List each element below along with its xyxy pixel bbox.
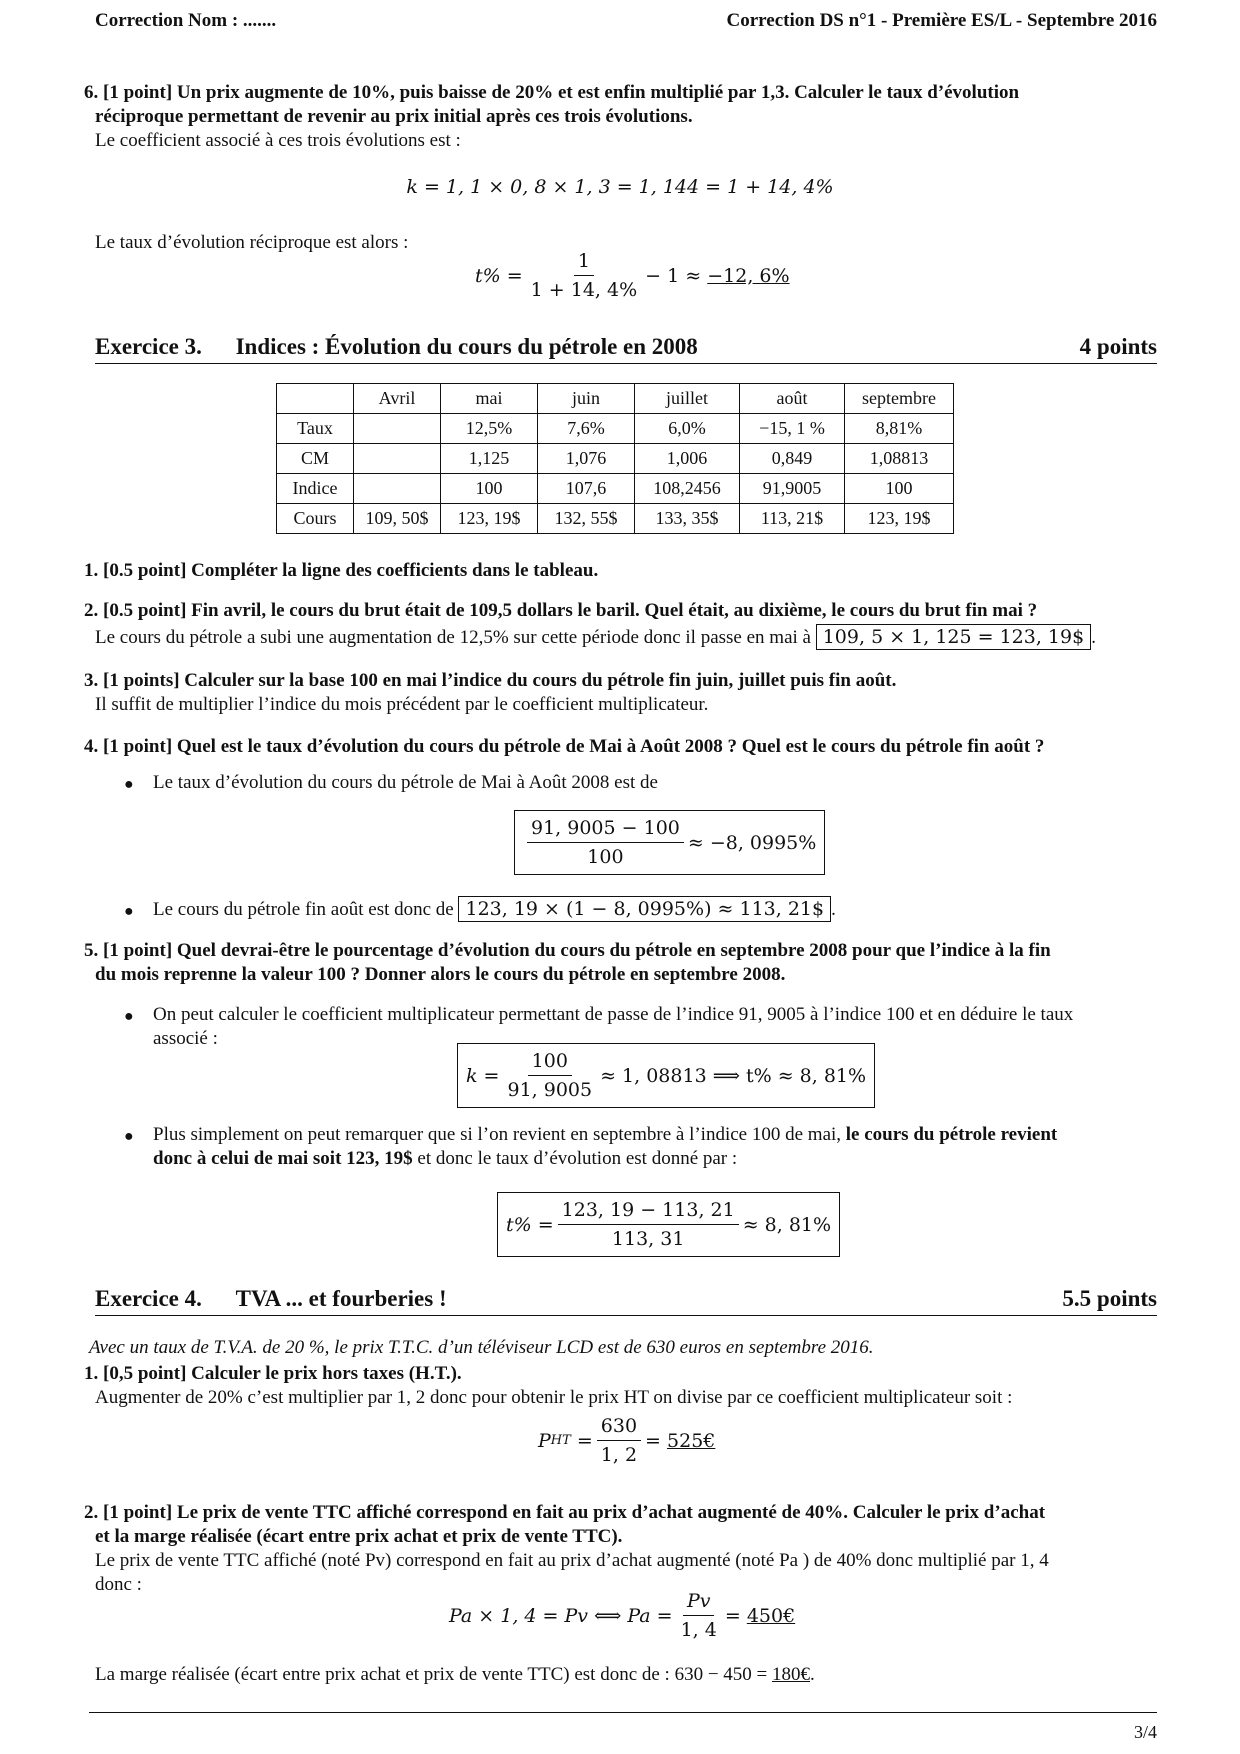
ex3-a4-fraction [527, 817, 684, 868]
table-cell: 6,0% [635, 414, 740, 444]
q6-f2-num: 1 [574, 250, 594, 276]
ex4-a2-3-text: La marge réalisée (écart entre prix achat et prix de vente TTC) est donc de : 630 − 450 = [95, 1664, 768, 1685]
table-cell [354, 444, 441, 474]
table-cell: 1,076 [538, 444, 635, 474]
table-cell: 0,849 [740, 444, 845, 474]
ex4-f2-fraction [677, 1590, 721, 1641]
table-cell: mai [441, 384, 538, 414]
ex3-a5-formula2-box [497, 1192, 840, 1257]
ex3-a4-num: 91, 9005 − 100 [527, 817, 684, 843]
table-cell: 107,6 [538, 474, 635, 504]
ex3-q4: 4. [1 point] Quel est le taux d’évolution du cours du pétrole de Mai à Août 2008 ? Quel est le cours du pétrole fin août ? [84, 736, 1045, 757]
ex4-intro: Avec un taux de T.V.A. de 20 %, le prix T.T.C. d’un téléviseur LCD est de 630 euros en septembre 2016. [89, 1337, 874, 1358]
ex4-f1-sub: HT [550, 1433, 571, 1448]
q6-formula2 [475, 250, 790, 301]
table-cell: 133, 35$ [635, 504, 740, 534]
ex3-a5-f2-den: 113, 31 [611, 1228, 685, 1250]
ex4-label: Exercice 4. [95, 1286, 202, 1311]
ex3-heading [95, 334, 1157, 364]
table-cell: 1,125 [441, 444, 538, 474]
table-cell: juillet [635, 384, 740, 414]
ex3-a5-b1-1: On peut calculer le coefficient multiplicateur permettant de passe de l’indice 91, 9005 à l’indice 100 et en déduire le taux [153, 1004, 1074, 1025]
q6-text2: Le taux d’évolution réciproque est alors : [95, 232, 409, 253]
ex4-f1-fraction [597, 1415, 641, 1466]
ex3-title: Indices : Évolution du cours du pétrole en 2008 [235, 334, 698, 359]
table-cell: 100 [845, 474, 954, 504]
q6-question-2: réciproque permettant de revenir au prix initial après ces trois évolutions. [95, 106, 693, 127]
petrole-table [276, 383, 954, 534]
ex3-a4-formula-box [514, 810, 825, 875]
table-cell: 132, 55$ [538, 504, 635, 534]
ex4-f1-res: 525€ [667, 1429, 716, 1452]
table-cell: 123, 19$ [441, 504, 538, 534]
table-cell: 91,9005 [740, 474, 845, 504]
ex4-heading [95, 1286, 1157, 1316]
ex4-f2-num: Pv [683, 1590, 715, 1616]
ex3-a5-f2-lhs: t% = [506, 1213, 554, 1236]
header-right: Correction DS n°1 - Première ES/L - Septembre 2016 [726, 10, 1157, 31]
ex3-a5-b2-1b: le cours du pétrole revient [845, 1124, 1058, 1145]
ex4-points: 5.5 points [1062, 1286, 1157, 1311]
ex3-a5-f2-rest: ≈ 8, 81% [742, 1213, 832, 1236]
table-cell: 100 [441, 474, 538, 504]
table-cell: 12,5% [441, 414, 538, 444]
q6-question-1: 6. [1 point] Un prix augmente de 10%, puis baisse de 20% et est enfin multiplié par 1,3. Calculer le taux d’évolution [84, 82, 1020, 103]
ex4-a2-3 [95, 1662, 815, 1687]
ex3-a2-end: . [1091, 627, 1096, 648]
table-header-row [277, 384, 954, 414]
ex3-a5-f1-num: 100 [528, 1050, 572, 1076]
ex3-a5-f2-num: 123, 19 − 113, 21 [558, 1199, 739, 1225]
table-cell: Avril [354, 384, 441, 414]
table-cell: 1,08813 [845, 444, 954, 474]
ex4-f1: P HT = $\frac{630}{1, 2}$ = 525€ [538, 1415, 716, 1466]
table-cell: septembre [845, 384, 954, 414]
table-cell: CM [277, 444, 354, 474]
ex3-a5-b2-1 [153, 1122, 1057, 1147]
ex3-a4-den: 100 [587, 846, 624, 868]
bullet-icon: ● [124, 903, 134, 920]
ex4-f1-eq: = [576, 1429, 593, 1452]
table-row [277, 504, 954, 534]
page-number: 3/4 [1133, 1722, 1157, 1742]
table-cell: −15, 1 % [740, 414, 845, 444]
ex3-a4-end: . [831, 899, 836, 920]
table-cell: 1,006 [635, 444, 740, 474]
ex4-f2: Pa × 1, 4 = Pv ⟺ Pa = $\frac{Pv}{1, 4}$ = 450€ [449, 1590, 796, 1641]
bullet-icon: ● [124, 776, 134, 793]
ex3-a4-res: ≈ −8, 0995% [687, 831, 817, 854]
table-cell: Indice [277, 474, 354, 504]
ex4-title: TVA ... et fourberies ! [235, 1286, 447, 1311]
table-cell: août [740, 384, 845, 414]
q6-f2-lhs: t% = [475, 264, 523, 287]
q6-f2-fraction [527, 250, 642, 301]
table-cell: juin [538, 384, 635, 414]
table-cell [354, 474, 441, 504]
ex3-a5-b2-2 [153, 1146, 737, 1171]
table-cell: Cours [277, 504, 354, 534]
table-row [277, 444, 954, 474]
q6-f2-rest: − 1 ≈ [645, 264, 702, 287]
ex3-a4-b2 [153, 897, 836, 922]
ex4-a2-end: . [810, 1664, 815, 1685]
ex3-a2 [95, 625, 1096, 650]
ex3-a5-b2-1a: Plus simplement on peut remarquer que si l’on revient en septembre à l’indice 100 de mai, [153, 1124, 842, 1145]
q6-f2-den: 1 + 14, 4% [530, 279, 638, 301]
q6-formula1: k = 1, 1 × 0, 8 × 1, 3 = 1, 144 = 1 + 14, 4% [406, 176, 834, 198]
table-cell [277, 384, 354, 414]
bullet-icon: ● [124, 1008, 134, 1025]
ex3-q3: 3. [1 points] Calculer sur la base 100 en mai l’indice du cours du pétrole fin juin, juillet puis fin août. [84, 670, 897, 691]
ex4-a1: Augmenter de 20% c’est multiplier par 1, 2 donc pour obtenir le prix HT on divise par ce coefficient multiplicateur soit : [95, 1387, 1013, 1408]
q6-f2-result: −12, 6% [707, 264, 790, 287]
ex4-f2-lhs: Pa × 1, 4 = Pv ⟺ Pa = [449, 1604, 673, 1627]
ex4-q2-1: 2. [1 point] Le prix de vente TTC affiché correspond en fait au prix d’achat augmenté de 40%. Calculer le prix d’achat [84, 1502, 1046, 1523]
table-cell: 8,81% [845, 414, 954, 444]
ex3-a5-b2-2a: donc à celui de mai soit 123, 19$ [153, 1148, 413, 1169]
ex3-points: 4 points [1079, 334, 1157, 359]
ex3-q1: 1. [0.5 point] Compléter la ligne des coefficients dans le tableau. [84, 560, 599, 581]
table-cell: 7,6% [538, 414, 635, 444]
header-left: Correction Nom : ....... [95, 10, 277, 31]
ex3-a3: Il suffit de multiplier l’indice du mois précédent par le coefficient multiplicateur. [95, 694, 709, 715]
ex4-f1-lhs: P [538, 1429, 551, 1452]
ex4-q1: 1. [0,5 point] Calculer le prix hors taxes (H.T.). [84, 1363, 462, 1384]
ex3-a2-text: Le cours du pétrole a subi une augmentation de 12,5% sur cette période donc il passe en mai à [95, 627, 811, 648]
ex4-a2-res: 180€ [772, 1664, 811, 1685]
ex4-f2-res: 450€ [746, 1604, 796, 1627]
ex3-a5-f1-lhs: k = [466, 1064, 500, 1087]
ex3-q2: 2. [0.5 point] Fin avril, le cours du brut était de 109,5 dollars le baril. Quel était, au dixième, le cours du brut fin mai ? [84, 600, 1038, 621]
table-cell: Taux [277, 414, 354, 444]
ex3-a4-box2: 123, 19 × (1 − 8, 0995%) ≈ 113, 21$ [458, 896, 831, 922]
ex3-a5-b1-2: associé : [153, 1028, 218, 1049]
table-cell [354, 414, 441, 444]
q6-text1: Le coefficient associé à ces trois évolutions est : [95, 130, 461, 151]
ex4-f1-num: 630 [597, 1415, 641, 1441]
ex3-q5-2: du mois reprenne la valeur 100 ? Donner alors le cours du pétrole en septembre 2008. [95, 964, 786, 985]
ex4-a2-2: donc : [95, 1574, 142, 1595]
bullet-icon: ● [124, 1128, 134, 1145]
table-row [277, 474, 954, 504]
table-cell: 109, 50$ [354, 504, 441, 534]
ex4-q2-2: et la marge réalisée (écart entre prix achat et prix de vente TTC). [95, 1526, 623, 1547]
footer-rule [89, 1712, 1157, 1713]
ex3-label: Exercice 3. [95, 334, 202, 359]
ex3-a4-b1: Le taux d’évolution du cours du pétrole de Mai à Août 2008 est de [153, 772, 658, 793]
table-cell: 123, 19$ [845, 504, 954, 534]
ex3-a4-b2-text: Le cours du pétrole fin août est donc de [153, 899, 454, 920]
ex3-a5-b2-2b: et donc le taux d’évolution est donné par : [417, 1148, 738, 1169]
ex3-a2-box: 109, 5 × 1, 125 = 123, 19$ [816, 624, 1091, 650]
ex3-a5-f1-rest: ≈ 1, 08813 ⟹ t% ≈ 8, 81% [600, 1064, 867, 1087]
table-cell: 108,2456 [635, 474, 740, 504]
ex3-a5-f1-den: 91, 9005 [507, 1079, 593, 1101]
ex4-f1-den: 1, 2 [600, 1444, 638, 1466]
table-row [277, 414, 954, 444]
ex4-a2-1: Le prix de vente TTC affiché (noté Pv) correspond en fait au prix d’achat augmenté (noté Pa ) de 40% donc multiplié par 1, 4 [95, 1550, 1049, 1571]
ex4-f2-den: 1, 4 [680, 1619, 717, 1641]
table-cell: 113, 21$ [740, 504, 845, 534]
ex3-a5-f1-fraction [503, 1050, 596, 1101]
ex3-a5-f2-fraction [558, 1199, 739, 1250]
ex3-q5-1: 5. [1 point] Quel devrai-être le pourcentage d’évolution du cours du pétrole en septembre 2008 pour que l’indice à la fin [84, 940, 1051, 961]
ex3-a5-formula1-box [457, 1043, 875, 1108]
